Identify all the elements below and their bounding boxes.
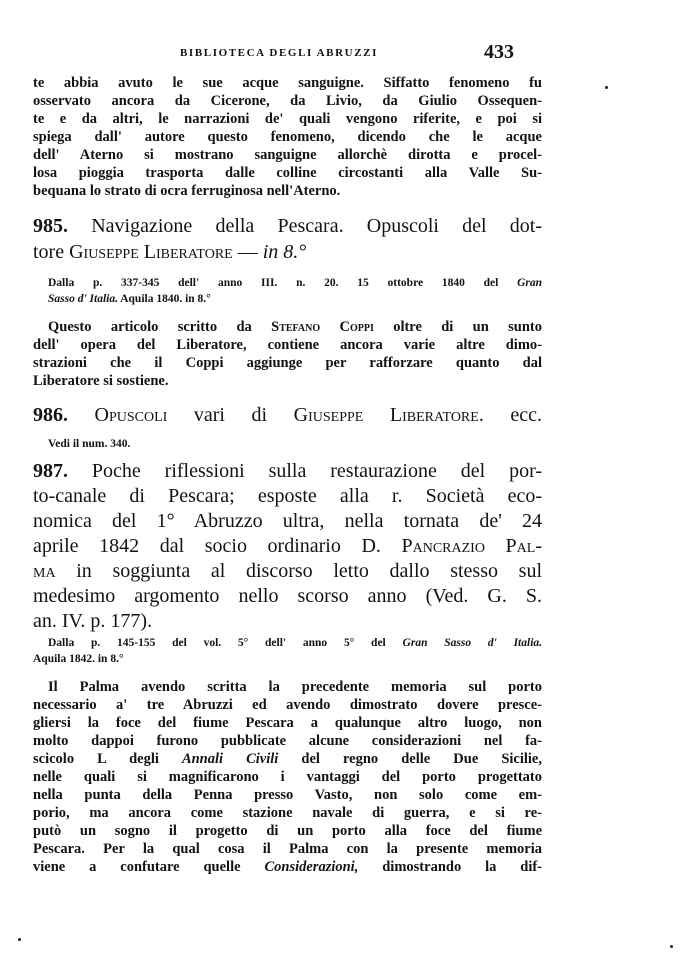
description-line: [48, 318, 542, 336]
journal-name: Sasso d' Italia.: [48, 293, 118, 305]
entry-title: Poche riflessioni sulla restaurazione del por-: [91, 460, 542, 482]
description-line: nella punta della Penna presso Vasto, non solo come em-: [33, 787, 542, 803]
entry-number: 986.: [33, 404, 68, 426]
author-name: Giuseppe Liberatore: [69, 241, 233, 263]
entry-title: Opuscoli: [94, 404, 168, 426]
description-line: porio, ma ancora come stazione navale di guerra, e si re-: [33, 805, 542, 821]
description-text: dimostrando la dif-: [382, 859, 543, 875]
page-number: 433: [484, 41, 514, 63]
description-text: oltre di un sunto: [393, 319, 542, 335]
text-line: bequana lo strato di ocra ferruginosa nell'Aterno.: [33, 183, 341, 199]
author-name: Giuseppe Liberatore: [293, 404, 479, 426]
running-title: BIBLIOTECA DEGLI ABRUZZI: [180, 47, 378, 59]
print-speck: [605, 86, 608, 89]
source-note-text: Dalla p. 145-155 del vol. 5° dell' anno 5° del: [48, 637, 386, 649]
print-speck: [670, 945, 673, 948]
entry-number: 987.: [33, 460, 68, 482]
text-line: te e da altri, le narrazioni de' quali vengono riferite, e poi si: [33, 111, 542, 127]
entry-title-line: medesimo argomento nello scorso anno (Ved. G. S.: [33, 585, 542, 607]
entry-number: 985.: [33, 215, 68, 237]
text-line: spiega dall' autore questo fenomeno, dicendo che le acque: [33, 129, 542, 145]
text-line: losa pioggia trasporta dalle colline circostanti alla Valle Su-: [33, 165, 542, 181]
text-line: te abbia avuto le sue acque sanguigne. Siffatto fenomeno fu: [33, 75, 542, 91]
description-line: [33, 750, 542, 768]
description-line: nelle quali si magnificarono i vantaggi del porto progettato: [33, 769, 542, 785]
text-line: osservato ancora da Cicerone, da Livio, da Giulio Ossequen-: [33, 93, 542, 109]
source-note: Aquila 1842. in 8.°: [33, 653, 124, 665]
description-line: dell' opera del Liberatore, contiene ancora varie altre dimo-: [33, 337, 542, 353]
publication-title: Annali Civili: [181, 751, 279, 767]
text-line: dell' Aterno si mostrano sanguigne allorchè dirotta e procel-: [33, 147, 542, 163]
description-text: Questo articolo scritto da: [48, 319, 252, 335]
description-text: del regno delle Due Sicilie,: [301, 751, 542, 767]
description-line: [33, 858, 542, 876]
entry-title-text: aprile 1842 dal socio ordinario D.: [33, 535, 381, 557]
entry-title-line: [33, 403, 542, 428]
person-name: ma: [33, 560, 56, 582]
entry-title-line: [33, 459, 542, 484]
entry-title-text: . ecc.: [478, 404, 543, 426]
description-text: viene a confutare quelle: [33, 859, 241, 875]
entry-title-line: [33, 240, 542, 265]
person-name: Stefano Coppi: [271, 319, 374, 335]
entry-title-line: nomica del 1° Abruzzo ultra, nella tornata de' 24: [33, 510, 542, 532]
description-line: molto dappoi furono pubblicate alcune considerazioni nel fa-: [33, 733, 542, 749]
page-header: [32, 43, 542, 63]
entry-title-line: [33, 214, 542, 239]
description-line: Liberatore si sostiene.: [33, 373, 169, 389]
entry-title-line: to-canale di Pescara; esposte alla r. Società eco-: [33, 485, 542, 507]
journal-name: Gran Sasso d' Italia.: [402, 637, 543, 649]
journal-name: Gran: [517, 277, 542, 289]
description-line: strazioni che il Coppi aggiunge per rafforzare quanto dal: [33, 355, 542, 371]
publication-title: Considerazioni,: [264, 859, 359, 875]
description-line: necessario a' tre Abruzzi ed avendo dimostrato dovere presce-: [33, 697, 542, 713]
print-speck: [18, 938, 21, 941]
person-name: Pancrazio Pal-: [401, 535, 542, 557]
entry-title-line: [33, 559, 542, 584]
description-line: putò un sogno il progetto di un porto alla foce del fiume: [33, 823, 542, 839]
source-note-text: Dalla p. 337-345 dell' anno III. n. 20. 15 ottobre 1840 del: [48, 277, 499, 289]
description-line: Il Palma avendo scritta la precedente memoria sul porto: [48, 679, 542, 695]
entry-title-text: tore: [33, 241, 65, 263]
source-note-text: Aquila 1840. in 8.°: [120, 293, 211, 305]
entry-title: Navigazione della Pescara. Opuscoli del dot-: [91, 215, 542, 237]
description-line: gliersi la foce del fiume Pescara a qualunque altro luogo, non: [33, 715, 542, 731]
cross-reference: Vedi il num. 340.: [48, 438, 131, 450]
entry-title-line: an. IV. p. 177).: [33, 610, 153, 632]
entry-title-text: in soggiunta al discorso letto dallo stesso sul: [76, 560, 542, 582]
format: in 8.°: [262, 241, 307, 263]
description-line: Pescara. Per la qual cosa il Palma con la presente memoria: [33, 841, 542, 857]
dash: —: [237, 241, 258, 263]
entry-title-line: [33, 534, 542, 559]
description-text: scicolo L degli: [33, 751, 159, 767]
source-note: [48, 290, 542, 308]
entry-title-text: vari di: [193, 404, 268, 426]
